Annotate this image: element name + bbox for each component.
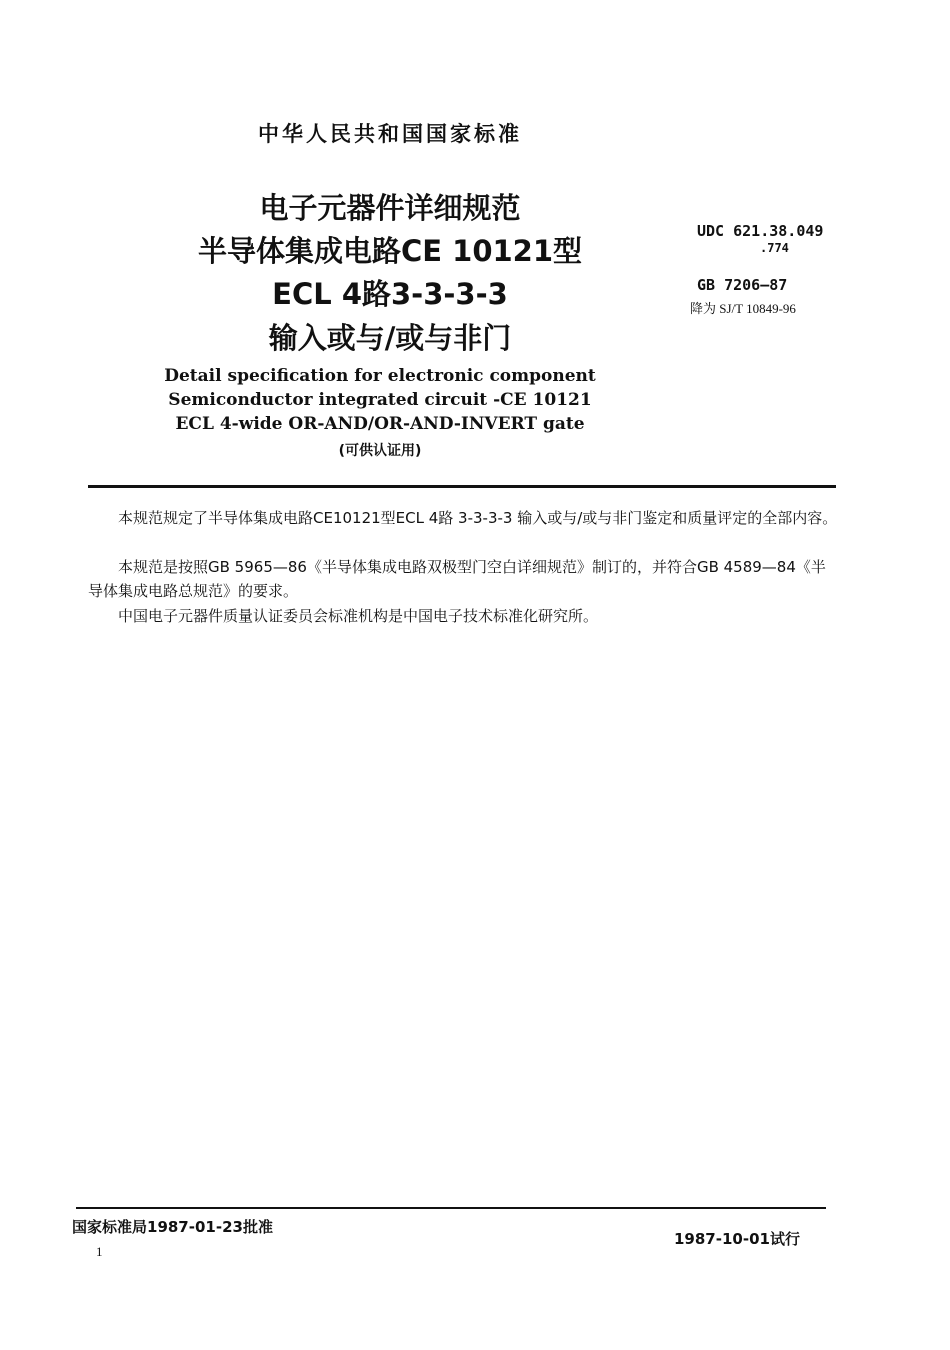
title-zh-line-3: ECL 4路3-3-3-3 (272, 277, 508, 311)
certification-note: (可供认证用) (338, 443, 422, 459)
title-en-line-2: Semiconductor integrated circuit -CE 10121 (168, 390, 592, 410)
title-en-line-1: Detail specification for electronic component (164, 366, 596, 386)
page-number: 1 (96, 1244, 103, 1259)
title-zh-line-2: 半导体集成电路CE 10121型 (197, 234, 583, 268)
udc-code-continuation: .774 (760, 241, 789, 255)
title-en-line-3: ECL 4-wide OR-AND/OR-AND-INVERT gate (175, 414, 585, 434)
body-paragraph-basis-text: 本规范是按照GB 5965—86《半导体集成电路双极型门空白详细规范》制订的，并符合GB 4589—84《半导体集成电路总规范》的要求。 (88, 558, 826, 600)
national-standard-heading: 中华人民共和国国家标准 (258, 122, 522, 146)
title-zh-line-4: 输入或与/或与非门 (268, 321, 512, 355)
body-paragraph-authority (88, 604, 838, 628)
replaced-by-note: 降为 SJ/T 10849-96 (690, 301, 796, 316)
body-paragraph-authority-text: 中国电子元器件质量认证委员会标准机构是中国电子技术标准化研究所。 (118, 607, 599, 625)
body-paragraph-scope (88, 506, 838, 530)
body-paragraph-scope-text: 本规范规定了半导体集成电路CE10121型ECL 4路 3-3-3-3 输入或与/或与非门鉴定和质量评定的全部内容。 (118, 509, 838, 527)
top-divider (88, 485, 836, 488)
approval-date: 国家标准局1987-01-23批准 (72, 1218, 273, 1236)
body-paragraph-basis (88, 555, 838, 603)
trial-date: 1987-10-01试行 (674, 1230, 800, 1248)
udc-code: UDC 621.38.049 (697, 222, 824, 240)
gb-standard-number: GB 7206—87 (697, 276, 788, 294)
title-zh-line-1: 电子元器件详细规范 (259, 191, 521, 225)
bottom-divider (76, 1207, 826, 1209)
